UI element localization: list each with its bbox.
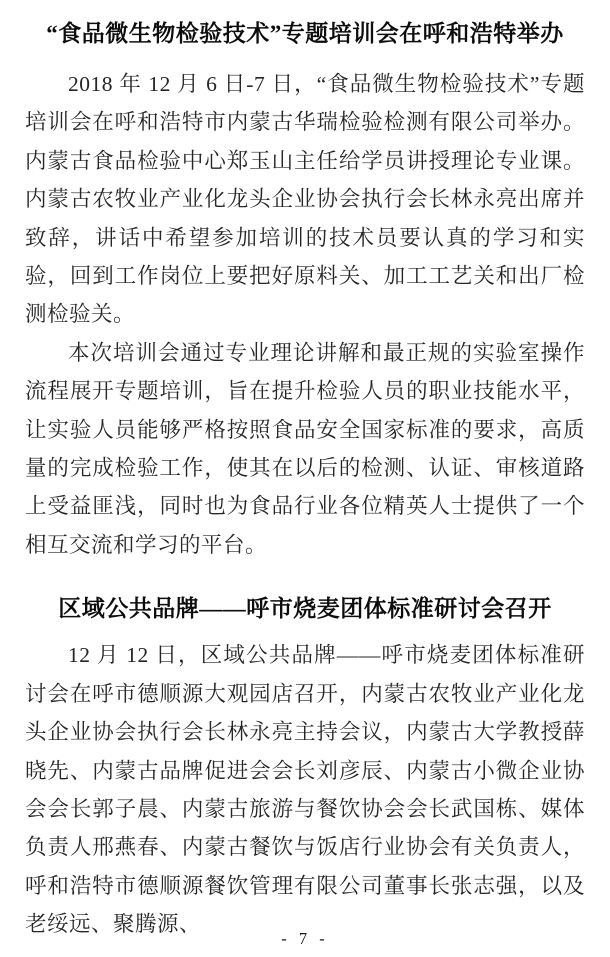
article-paragraph: 12 月 12 日，区域公共品牌——呼市烧麦团体标准研讨会在呼市德顺源大观园店召开，内蒙古农牧业产业化龙头企业协会执行会长林永亮主持会议，内蒙古大学教授薛晓先、内蒙古品牌促进会会长刘彦辰、内蒙古小微企业协会会长郭子晨、内蒙古旅游与餐饮协会会长武国栋、媒体负责人邢燕春、内蒙古餐饮与饭店行业协会有关负责人，呼和浩特市德顺源餐饮管理有限公司董事长张志强，以及老绥远、聚腾源、 xyxy=(25,643,585,937)
page-number: - 7 - xyxy=(281,929,329,948)
article-paragraph: 本次培训会通过专业理论讲解和最正规的实验室操作流程展开专题培训，旨在提升检验人员的职业技能水平，让实验人员能够严格按照食品安全国家标准的要求，高质量的完成检验工作，使其在以后的检测、认证、审核道路上受益匪浅，同时也为食品行业各位精英人士提供了一个相互交流和学习的平台。 xyxy=(25,340,585,557)
article-title: 区域公共品牌——呼市烧麦团体标准研讨会召开 xyxy=(58,596,552,622)
article-shaomai-standard-seminar xyxy=(25,591,585,943)
article-title: “食品微生物检验技术”专题培训会在呼和浩特举办 xyxy=(46,21,564,46)
article-food-microbiology-training xyxy=(25,16,585,564)
article-paragraph: 2018 年 12 月 6 日-7 日，“食品微生物检验技术”专题培训会在呼和浩特市内蒙古华瑞检验检测有限公司举办。内蒙古食品检验中心郑玉山主任给学员讲授理论专业课。内蒙古农牧业产业化龙头企业协会执行会长林永亮出席并致辞，讲话中希望参加培训的技术员要认真的学习和实验，回到工作岗位上要把好原料关、加工工艺关和出厂检测检验关。 xyxy=(25,72,585,327)
